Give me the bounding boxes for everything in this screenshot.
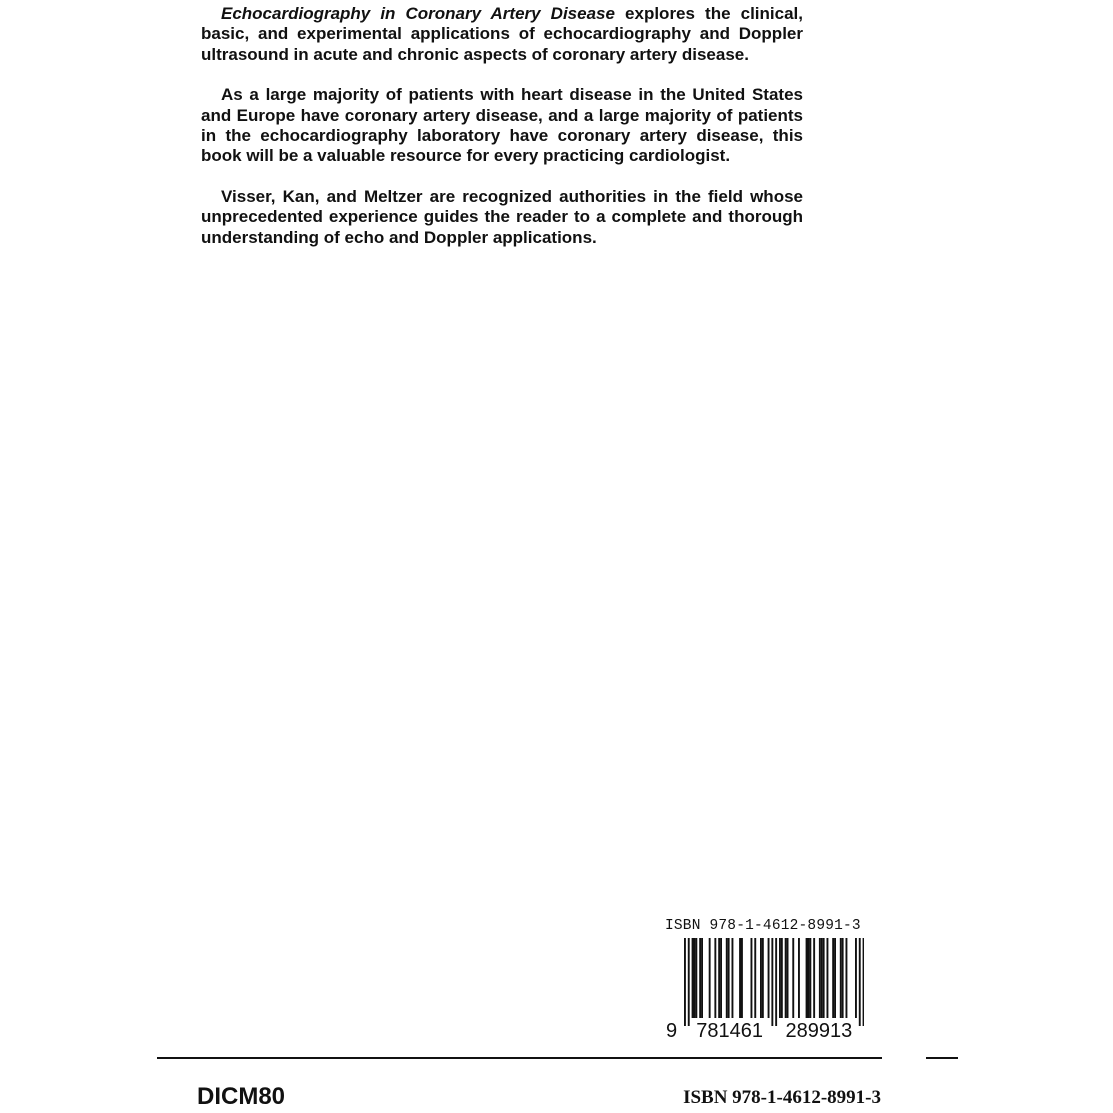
barcode-bar (787, 938, 789, 1018)
book-title-italic: Echocardiography in Coronary Artery Disease (221, 4, 615, 23)
barcode-guard-bar (859, 938, 861, 1026)
barcode-bar (701, 938, 703, 1018)
barcode-bar (808, 938, 810, 1018)
barcode-bar (842, 938, 844, 1018)
barcode-isbn-label: ISBN 978-1-4612-8991-3 (665, 918, 861, 934)
barcode-bar (792, 938, 794, 1018)
barcode-bar (741, 938, 743, 1018)
blurb-paragraph-3: Visser, Kan, and Meltzer are recognized authorities in the field whose unprecedented experience guides the reader to a complete and thorough understanding of echo and Doppler applications. (201, 187, 803, 247)
barcode-bar (819, 938, 821, 1018)
barcode-bar (823, 938, 825, 1018)
barcode-bar (781, 938, 783, 1018)
barcode-bar (754, 938, 756, 1018)
barcode-bar (832, 938, 834, 1018)
barcode-digit-first: 9 (666, 1020, 678, 1040)
barcode-bar (732, 938, 734, 1018)
barcode-bar (760, 938, 762, 1018)
barcode-bar (699, 938, 701, 1018)
barcode-bar (821, 938, 823, 1018)
product-code: DICM80 (197, 1083, 286, 1110)
barcode-guard-bar (775, 938, 777, 1026)
barcode-bar (834, 938, 836, 1018)
barcode-bar (694, 938, 696, 1018)
footer-isbn: ISBN 978-1-4612-8991-3 (683, 1087, 881, 1108)
barcode-bar (768, 938, 770, 1018)
barcode-bar (785, 938, 787, 1018)
barcode-guard-bar (688, 938, 690, 1026)
barcode-bar (718, 938, 720, 1018)
barcode-bar (720, 938, 722, 1018)
blurb-paragraph-1-text: explores the clinical, basic, and experimental applications of echocardiography and Doppler ultrasound in acute and chronic aspects of coronary artery disease. (201, 4, 803, 64)
isbn-barcode (662, 936, 864, 1040)
barcode-bar (813, 938, 815, 1018)
barcode-bar (714, 938, 716, 1018)
barcode-bar (798, 938, 800, 1018)
barcode-bar (762, 938, 764, 1018)
barcode-bar (692, 938, 694, 1018)
back-cover-blurb (201, 4, 803, 268)
barcode-bar (846, 938, 848, 1018)
barcode-digits-right: 289913 (785, 1020, 853, 1040)
footer-rule-short (926, 1057, 958, 1059)
barcode-guard-bar (863, 938, 864, 1026)
footer-rule (157, 1057, 882, 1059)
barcode-bar (739, 938, 741, 1018)
barcode-bar (709, 938, 711, 1018)
barcode-digits-left: 781461 (696, 1020, 763, 1040)
blurb-paragraph-2: As a large majority of patients with heart disease in the United States and Europe have coronary artery disease, and a large majority of patients in the echocardiography laboratory have coronary artery disease, this book will be a valuable resource for every practicing cardiologist. (201, 85, 803, 166)
barcode-bar (855, 938, 857, 1018)
barcode-guard-bar (684, 938, 686, 1026)
barcode-guard-bar (771, 938, 773, 1026)
barcode-bar (809, 938, 811, 1018)
barcode-bar (840, 938, 842, 1018)
barcode-bar (827, 938, 829, 1018)
barcode-bar (726, 938, 728, 1018)
barcode-bar (695, 938, 697, 1018)
barcode-bar (728, 938, 730, 1018)
blurb-paragraph-1 (201, 4, 803, 65)
barcode-bar (779, 938, 781, 1018)
barcode-bar (806, 938, 808, 1018)
barcode-bar (751, 938, 753, 1018)
